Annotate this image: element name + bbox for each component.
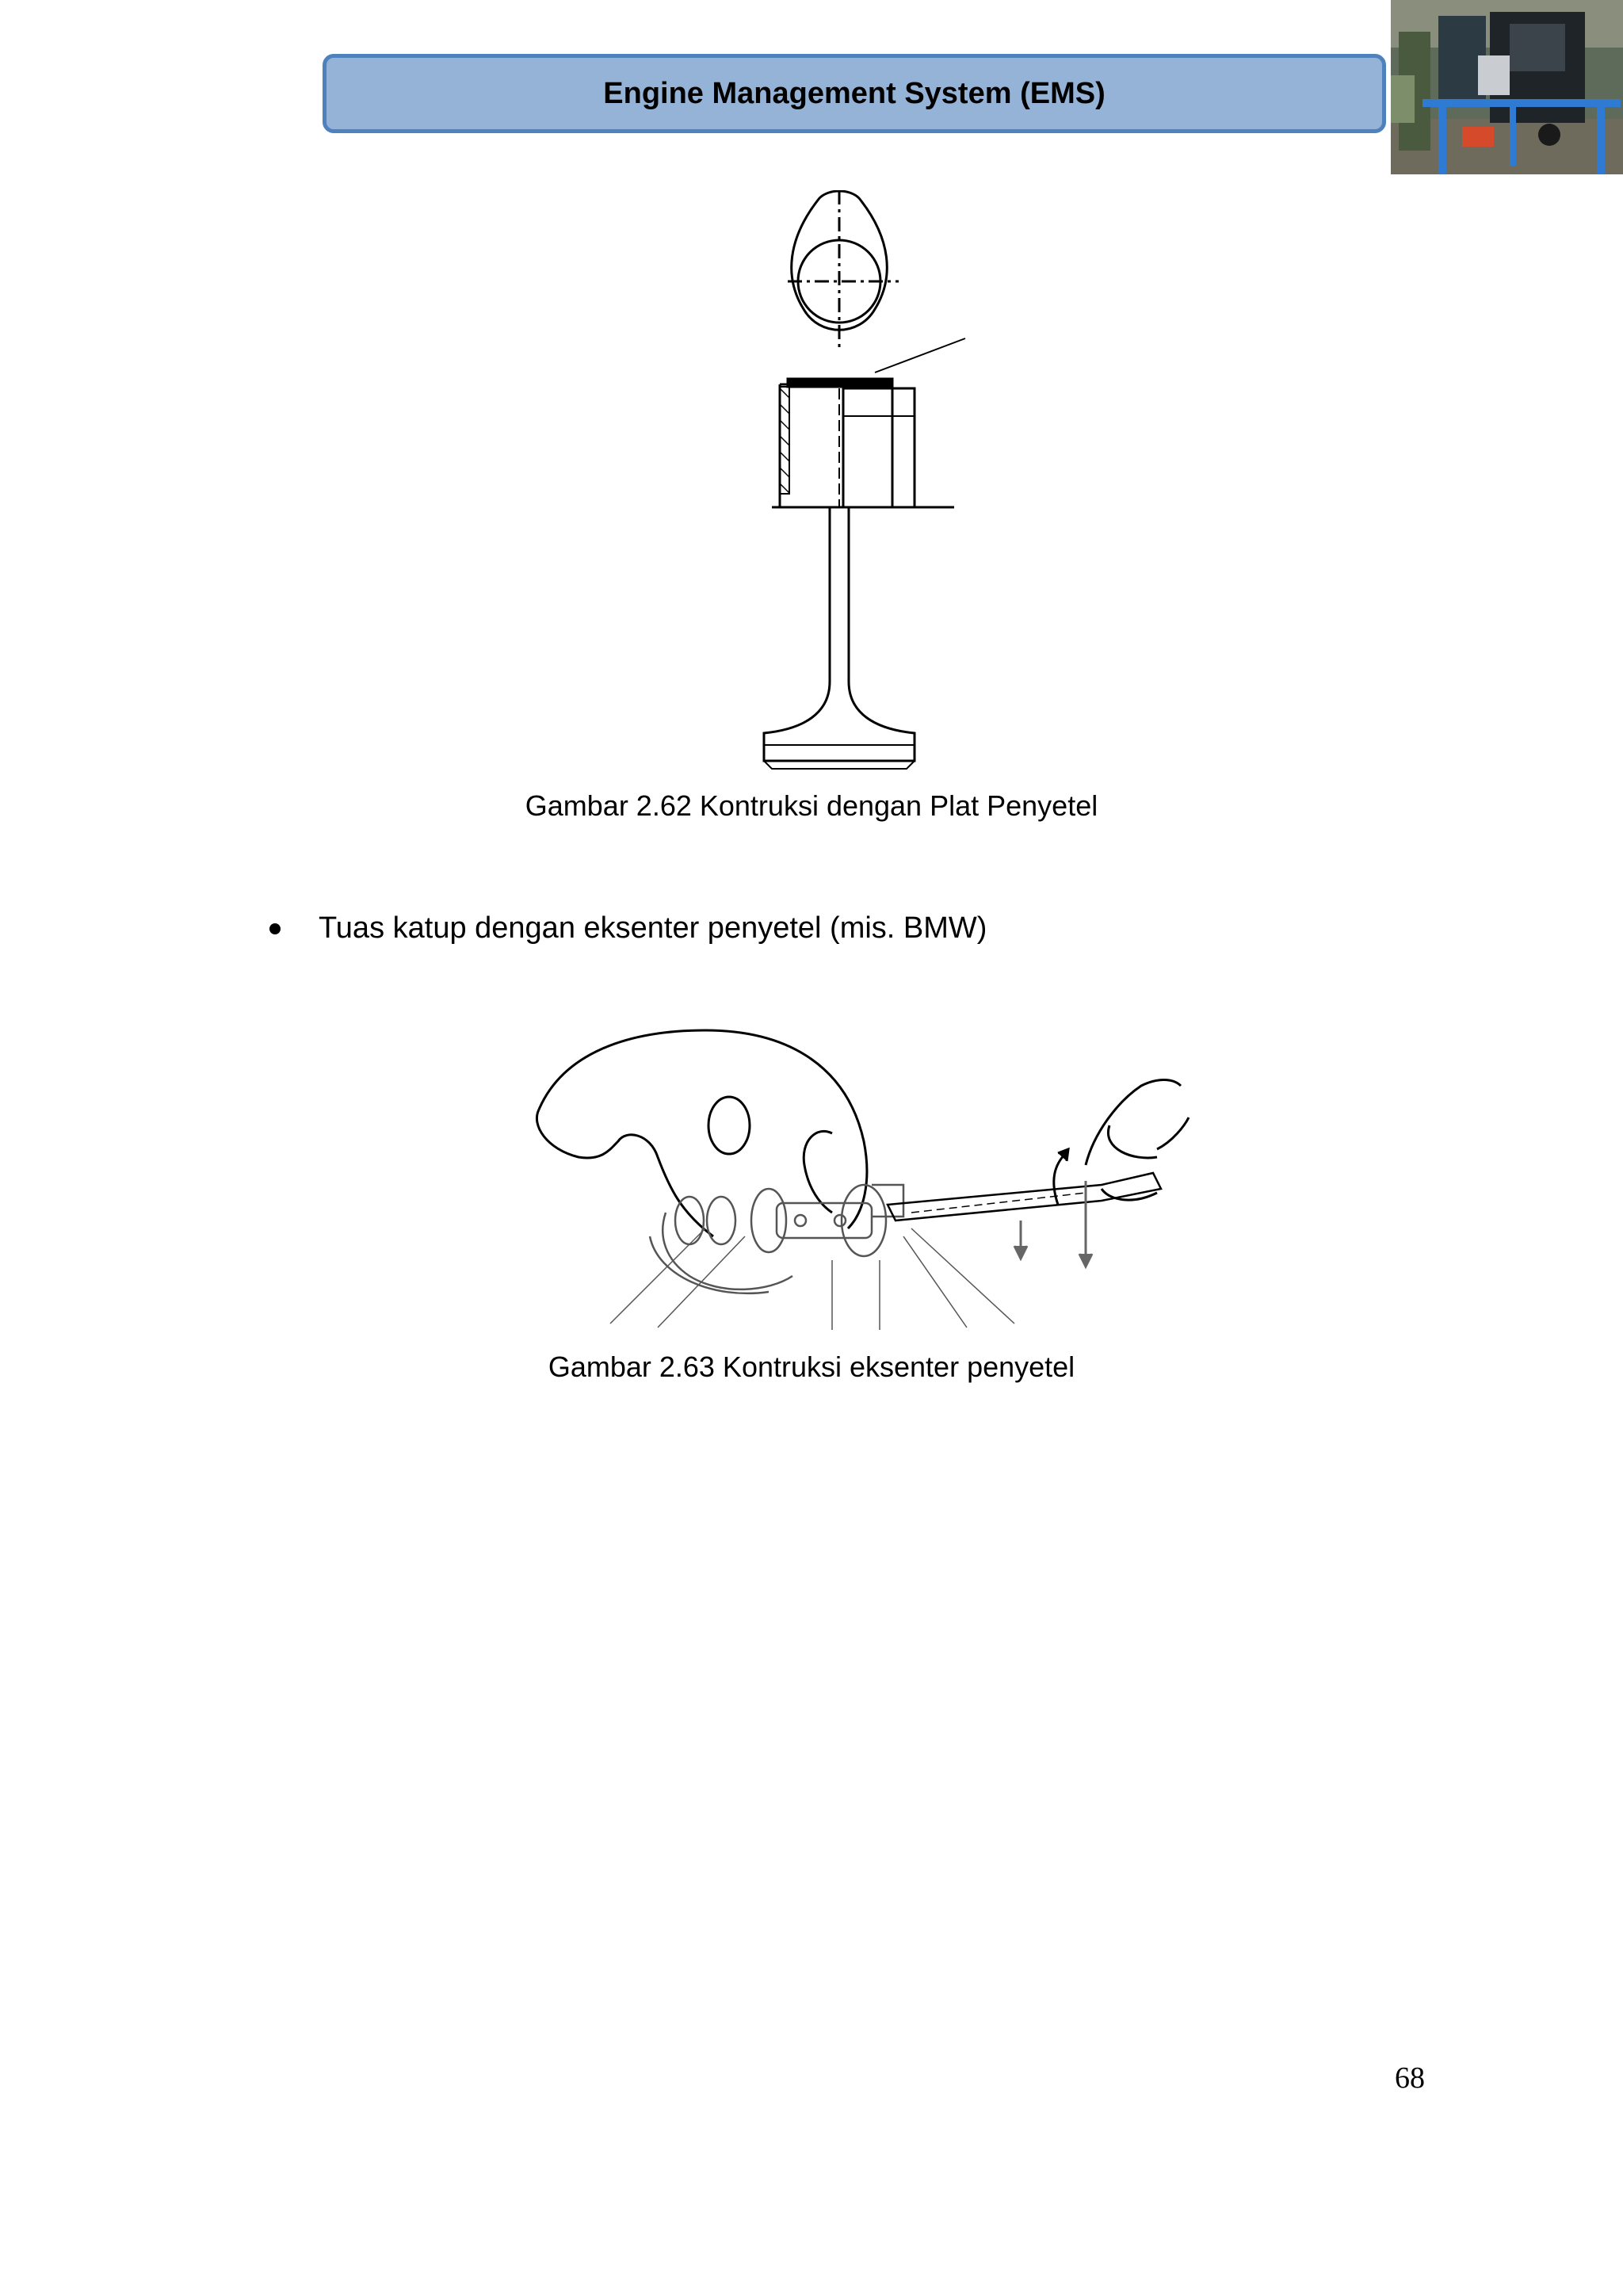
header-banner: [323, 54, 1386, 133]
page-number: 68: [1395, 2061, 1425, 2095]
figure-caption: Gambar 2.62 Kontruksi dengan Plat Penyetel: [525, 789, 1098, 822]
rocker-arm-eccentric-adjuster-diagram-icon: [531, 1022, 1205, 1331]
valve-adjusting-plate-diagram-icon: [756, 190, 970, 777]
figure-caption: Gambar 2.63 Kontruksi eksenter penyetel: [548, 1350, 1075, 1383]
page-title: Engine Management System (EMS): [603, 76, 1106, 110]
list-item: [269, 911, 987, 946]
engine-trainer-photo: [1391, 0, 1623, 174]
list-item-text: Tuas katup dengan eksenter penyetel (mis. BMW): [319, 911, 987, 945]
bullet-icon: [269, 923, 281, 934]
